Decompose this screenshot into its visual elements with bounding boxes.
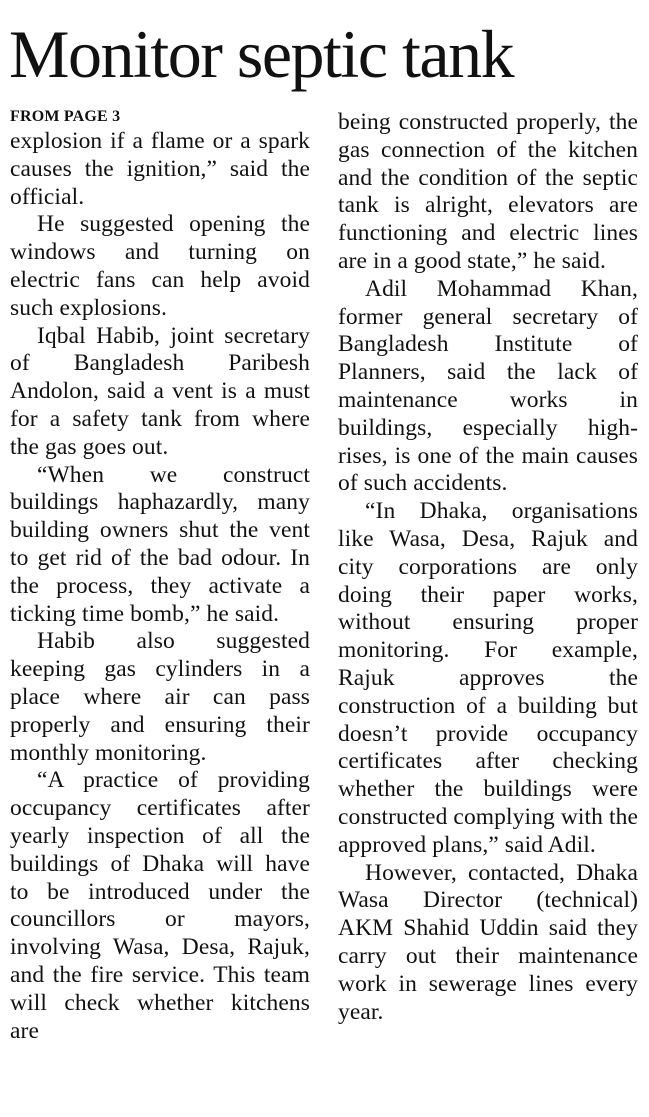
paragraph: “When we construct buildings haphazardly, many building owners shut the vent to get rid of the bad odour. In the process, they activate a ticking time bomb,” he said. bbox=[10, 461, 310, 627]
paragraph: Habib also suggested keeping gas cylinders in a place where air can pass properly and ensuring their monthly monitoring. bbox=[10, 628, 310, 766]
paragraph: He suggested opening the windows and turning on electric fans can help avoid such explosions. bbox=[10, 211, 310, 321]
paragraph: being constructed properly, the gas connection of the kitchen and the condition of the septic tank is alright, elevators are functioning and electric lines are in a good state,” he said. bbox=[338, 109, 638, 274]
article-column-right bbox=[338, 109, 638, 1026]
headline: Monitor septic tank bbox=[9, 16, 514, 92]
paragraph: “In Dhaka, organisations like Wasa, Desa, Rajuk and city corporations are only doing their paper works, without ensuring proper monitoring. For example, Rajuk approves the construction of a building but doesn’t provide occupancy certificates after checking whether the buildings were constructed complying with the approved plans,” said Adil. bbox=[338, 498, 638, 858]
paragraph: However, contacted, Dhaka Wasa Director (technical) AKM Shahid Uddin said they carry out their maintenance work in sewerage lines every year. bbox=[338, 859, 638, 1025]
continuation-kicker: FROM PAGE 3 bbox=[10, 108, 121, 125]
article-column-left bbox=[10, 105, 310, 1045]
paragraph: “A practice of providing occupancy certificates after yearly inspection of all the buildings of Dhaka will have to be introduced under the councillors or mayors, involving Wasa, Desa, Rajuk, and the fire service. This team will check whether kitchens are bbox=[10, 767, 310, 1044]
paragraph: Adil Mohammad Khan, former general secretary of Bangladesh Institute of Planners, said the lack of maintenance works in buildings, especially high-rises, is one of the main causes of such accidents. bbox=[338, 275, 638, 497]
paragraph: explosion if a flame or a spark causes the ignition,” said the official. bbox=[10, 128, 310, 210]
paragraph: Iqbal Habib, joint secretary of Bangladesh Paribesh Andolon, said a vent is a must for a safety tank from where the gas goes out. bbox=[10, 322, 310, 460]
